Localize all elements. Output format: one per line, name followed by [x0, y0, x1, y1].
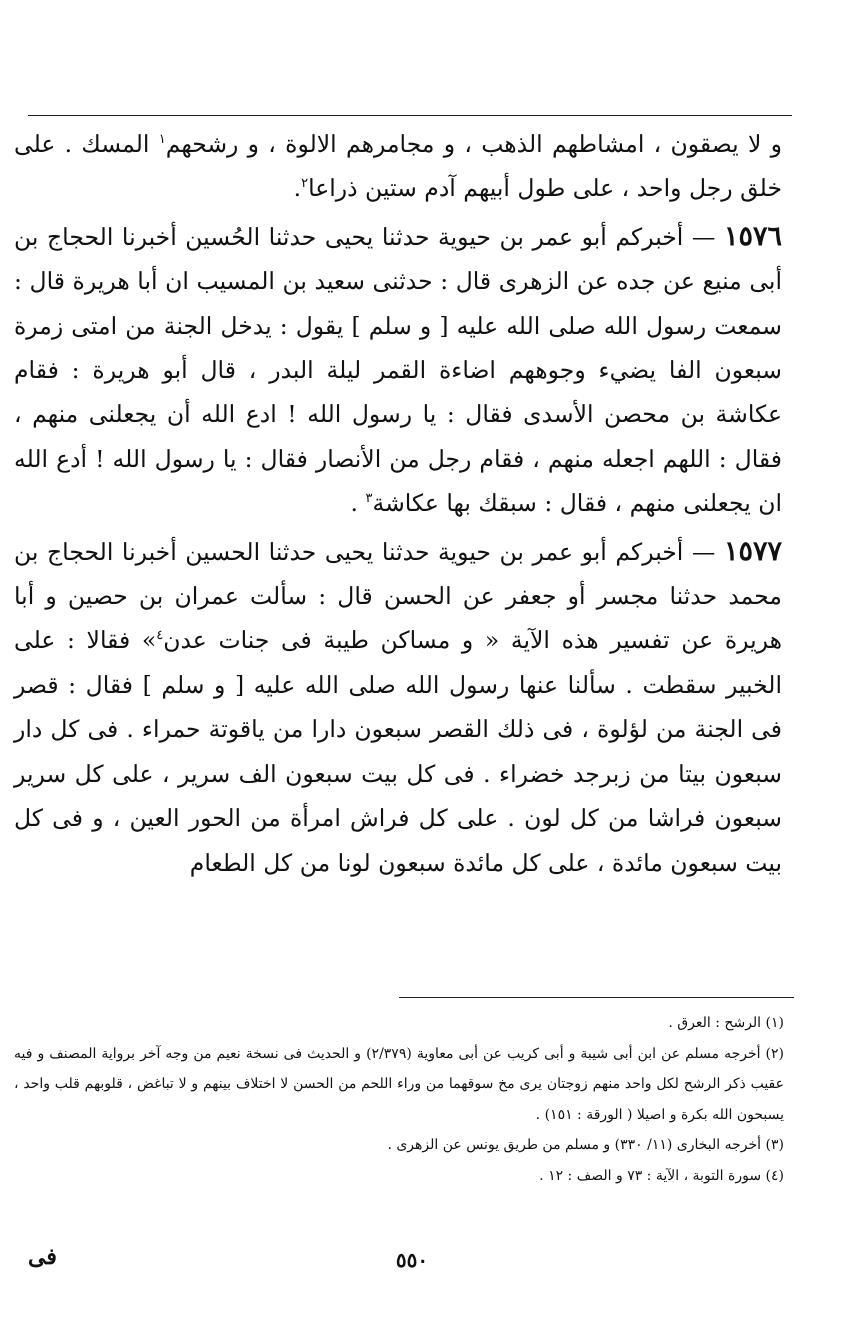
page-number: ٥٥٠: [395, 1248, 429, 1272]
intro-line2: واحد ، على طول أبيهم آدم ستين ذراعا: [308, 174, 682, 203]
footnote-text: أخرجه البخارى (١١/ ٣٣٠) و مسلم من طريق يونس عن الزهرى .: [387, 1137, 762, 1153]
footnote-2: [14, 1039, 784, 1131]
footnote-label: (٤): [765, 1167, 784, 1184]
footnote-marker-3: ٣: [365, 491, 373, 507]
intro-line2-end: .: [293, 174, 302, 203]
footnote-label: (٢): [765, 1045, 784, 1062]
hadith-1576-text: — أخبركم أبو عمر بن حيوية حدثنا يحيى حدثنا الحُسين أخبرنا الحجاج بن أبى منيع عن جده عن الزهرى قال : حدثنى سعيد بن المسيب ان أبا هريرة قال : سمعت رسول الله صلى الله عليه [ و سلم ] يقول : يدخل الجنة من امتى زمرة سبعون الفا يضيء وجوههم اضاءة القمر ليلة البدر ، قال أبو هريرة : فقام عكاشة بن محصن الأسدى فقال : يا رسول الله ! ادع الله أن يجعلنى منهم ، فقال : اللهم اجعله منهم ، فقام رجل من الأنصار فقال : يا رسول الله ! أدع الله ان يجعلنى منهم ، فقال : سبقك بها عكاشة: [14, 222, 782, 518]
footnote-marker-4: ٤: [156, 628, 164, 644]
footnote-3: [14, 1130, 784, 1161]
hadith-1576: [14, 215, 782, 526]
footnote-4: [14, 1161, 784, 1192]
main-text: [14, 122, 782, 885]
footnote-rule: [399, 997, 794, 998]
hadith-1577: [14, 530, 782, 885]
catchword: فى: [28, 1244, 57, 1270]
header-rule: [28, 115, 792, 116]
footnote-marker-1: ١: [158, 132, 166, 148]
footnote-1: [14, 1008, 784, 1039]
footnotes: [14, 1008, 784, 1191]
footnote-text: الرشح : العرق .: [668, 1015, 762, 1031]
hadith-1577-text-a: — أخبركم أبو عمر بن حيوية حدثنا يحيى حدثنا الحسين أخبرنا الحجاج بن محمد حدثنا مجسر أو جعفر عن الحسن قال : سألت عمران بن حصين و أبا هريرة عن تفسير هذه الآية « و مساكن طيبة فى جنات عدن: [14, 537, 782, 655]
hadith-number-1577: ١٥٧٧: [723, 535, 782, 567]
hadith-number-1576: ١٥٧٦: [723, 220, 782, 252]
footnote-label: (١): [765, 1015, 784, 1031]
hadith-1577-text-b: » فقالا : على الخبير سقطت . سألنا عنها رسول الله صلى الله عليه [ و سلم ] فقال : قصر فى الجنة من لؤلوة ، فى ذلك القصر سبعون دارا من ياقوتة حمراء . فى كل دار سبعون بيتا من زبرجد خضراء . فى كل بيت سبعون الف سرير ، على كل سرير سبعون فراشا من كل لون . على كل فراش امرأة من الحور العين ، و فى كل بيت سبعون مائدة ، على كل مائدة سبعون لونا من كل الطعام: [14, 626, 782, 877]
footnote-marker-2: ٢: [301, 176, 309, 192]
footnote-text: أخرجه مسلم عن ابن أبى شيبة و أبى كريب عن أبى معاوية (٢/٣٧٩) و الحديث فى نسخة نعيم من وجه آخر برواية المصنف و فيه عقيب ذكر الرشح لكل واحد منهم زوجتان يرى مخ سوقهما من وراء اللحم من الحسن لا اختلاف بينهم و لا تباغض ، قلوبهم قلب واحد ، يسبحون الله بكرة و اصيلا ( الورقة : ١٥١) .: [14, 1045, 784, 1123]
footnote-text: سورة التوبة ، الآية : ٧٣ و الصف : ١٢ .: [539, 1167, 762, 1184]
footnote-label: (٣): [765, 1137, 784, 1153]
intro-line1: و لا يصقون ، امشاطهم الذهب ، و مجامرهم الالوة ، و رشحهم: [165, 130, 783, 158]
intro-line1-end: المسك . على خلق رجل: [14, 130, 782, 203]
intro-paragraph: [14, 122, 782, 211]
hadith-1576-end: .: [350, 489, 358, 518]
